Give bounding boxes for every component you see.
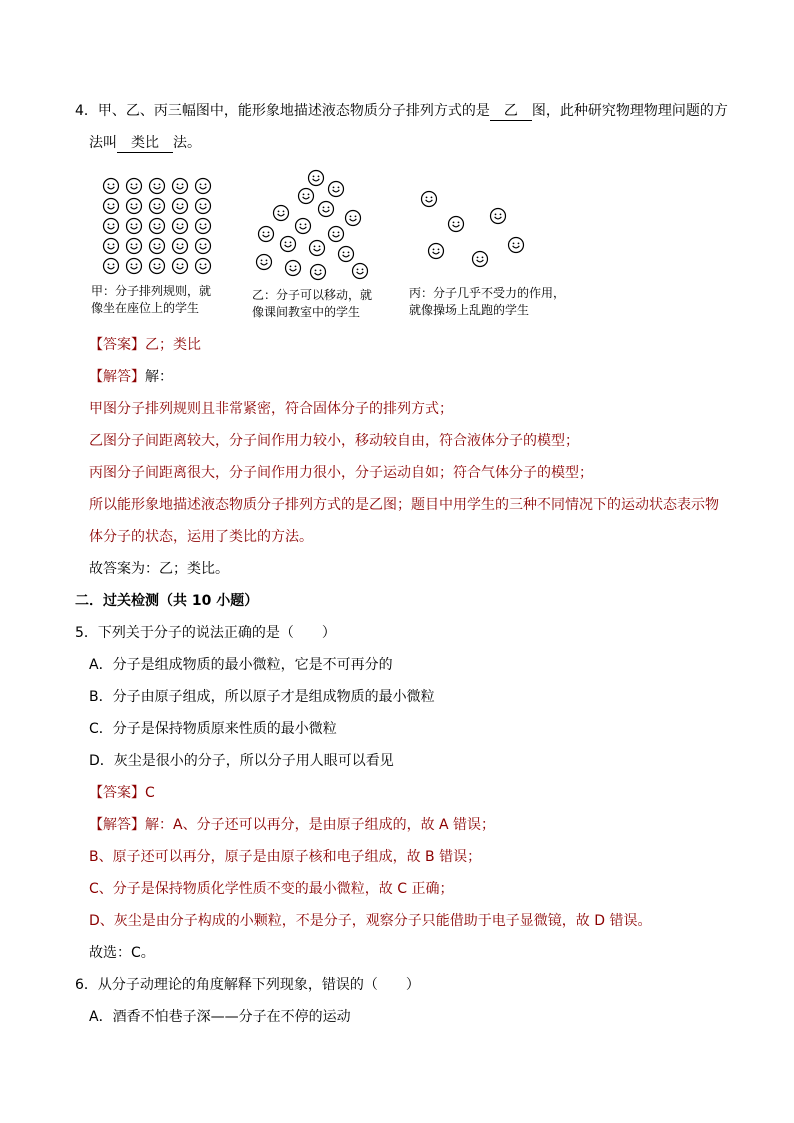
figure-c-caption-1: 丙：分子几乎不受力的作用， [409, 286, 566, 300]
molecule-smiley-icon [329, 182, 344, 197]
molecule-smiley-icon [346, 211, 361, 226]
molecule-smiley-icon [150, 259, 165, 274]
molecule-smiley-icon [473, 252, 488, 267]
q4-analysis-line: 乙图分子间距离较大，分子间作用力较小，移动较自由，符合液体分子的模型； [89, 433, 579, 449]
q5-option-a: A．分子是组成物质的最小微粒，它是不可再分的 [89, 657, 393, 673]
q4-analysis-line: 体分子的状态，运用了类比的方法。 [89, 529, 313, 545]
molecule-smiley-icon [296, 219, 311, 234]
molecule-smiley-icon [104, 239, 119, 254]
q4-text: 甲、乙、丙三幅图中，能形象地描述液态物质分子排列方式的是 [97, 103, 490, 119]
figure-gas-arrangement [422, 192, 524, 267]
molecule-smiley-icon [196, 259, 211, 274]
molecule-smiley-icon [286, 261, 301, 276]
molecule-smiley-icon [429, 244, 444, 259]
figure-b-caption-1: 乙：分子可以移动，就 [252, 288, 373, 302]
q5-option-c: C．分子是保持物质原来性质的最小微粒 [89, 721, 337, 737]
q4-analysis-line: 丙图分子间距离很大，分子间作用力很小，分子运动自如；符合气体分子的模型； [89, 465, 593, 481]
figure-b-caption-2: 像课间教室中的学生 [252, 305, 361, 319]
q4-analysis-heading [89, 367, 173, 387]
molecule-smiley-icon [173, 219, 188, 234]
analysis-first-line: 解：A、分子还可以再分，是由原子组成的，故 A 错误； [145, 817, 496, 833]
section-title: 二．过关检测（共 10 小题） [75, 593, 259, 609]
q4-line2-before: 法叫 [89, 135, 117, 151]
q4-conclusion: 故答案为：乙；类比。 [89, 561, 229, 577]
q4-blank-2: 类比 [117, 135, 173, 153]
molecule-smiley-icon [310, 241, 325, 256]
molecule-smiley-icon [104, 199, 119, 214]
q4-text-mid: 图，此种研究物理物理问题的方 [531, 103, 728, 119]
molecule-figures [0, 0, 794, 300]
molecule-smiley-icon [449, 217, 464, 232]
q6-option-a: A．酒香不怕巷子深——分子在不停的运动 [89, 1009, 351, 1025]
molecule-smiley-icon [127, 219, 142, 234]
molecule-smiley-icon [127, 239, 142, 254]
q6-stem: 6．从分子动理论的角度解释下列现象，错误的（ ） [75, 977, 420, 993]
molecule-smiley-icon [329, 227, 344, 242]
q5-answer [89, 783, 155, 803]
molecule-smiley-icon [319, 202, 334, 217]
molecule-smiley-icon [196, 199, 211, 214]
figure-c-caption-2: 就像操场上乱跑的学生 [409, 303, 530, 317]
figure-a-caption-2: 像坐在座位上的学生 [91, 301, 200, 315]
answer-value: 乙；类比 [145, 337, 201, 353]
figure-liquid-arrangement [257, 171, 368, 280]
molecule-smiley-icon [127, 199, 142, 214]
molecule-smiley-icon [196, 179, 211, 194]
q4-analysis-line: 所以能形象地描述液态物质分子排列方式的是乙图；题目中用学生的三种不同情况下的运动状态表示物 [89, 497, 719, 513]
molecule-smiley-icon [311, 265, 326, 280]
molecule-smiley-icon [309, 171, 324, 186]
molecule-smiley-icon [173, 259, 188, 274]
analysis-label: 【解答】 [89, 369, 145, 385]
molecule-smiley-icon [104, 179, 119, 194]
molecule-smiley-icon [196, 239, 211, 254]
analysis-intro: 解： [145, 369, 173, 385]
molecule-smiley-icon [150, 219, 165, 234]
molecule-smiley-icon [339, 247, 354, 262]
answer-label: 【答案】 [89, 337, 145, 353]
analysis-label: 【解答】 [89, 817, 145, 833]
q4-line2-after: 法。 [173, 135, 201, 151]
molecule-smiley-icon [173, 239, 188, 254]
q5-option-b: B．分子由原子组成，所以原子才是组成物质的最小微粒 [89, 689, 435, 705]
molecule-smiley-icon [353, 264, 368, 279]
molecule-smiley-icon [422, 192, 437, 207]
figure-a-caption-1: 甲：分子排列规则，就 [91, 284, 212, 298]
molecule-smiley-icon [150, 239, 165, 254]
answer-label: 【答案】 [89, 785, 145, 801]
q4-blank-1: 乙 [490, 103, 532, 121]
q5-conclusion: 故选：C。 [89, 945, 155, 961]
q4-answer [89, 335, 201, 355]
molecule-smiley-icon [104, 259, 119, 274]
q5-analysis-line: B、原子还可以再分，原子是由原子核和电子组成，故 B 错误； [89, 849, 482, 865]
q5-analysis-line: D、灰尘是由分子构成的小颗粒，不是分子，观察分子只能借助于电子显微镜，故 D 错误。 [89, 913, 652, 929]
molecule-smiley-icon [173, 199, 188, 214]
molecule-smiley-icon [150, 179, 165, 194]
figure-solid-arrangement [104, 179, 211, 274]
molecule-smiley-icon [196, 219, 211, 234]
molecule-smiley-icon [274, 206, 289, 221]
answer-value: C [145, 785, 155, 801]
molecule-smiley-icon [104, 219, 119, 234]
molecule-smiley-icon [491, 209, 506, 224]
q4-number: 4． [75, 103, 98, 119]
molecule-smiley-icon [281, 237, 296, 252]
molecule-smiley-icon [509, 238, 524, 253]
molecule-smiley-icon [257, 255, 272, 270]
q5-analysis-line: C、分子是保持物质化学性质不变的最小微粒，故 C 正确； [89, 881, 454, 897]
q5-analysis-first [89, 815, 495, 835]
molecule-smiley-icon [127, 179, 142, 194]
molecule-smiley-icon [173, 179, 188, 194]
molecule-smiley-icon [259, 227, 274, 242]
q4-analysis-line: 甲图分子排列规则且非常紧密，符合固体分子的排列方式； [89, 401, 453, 417]
q5-stem: 5．下列关于分子的说法正确的是（ ） [75, 625, 336, 641]
molecule-smiley-icon [150, 199, 165, 214]
molecule-smiley-icon [299, 189, 314, 204]
q5-option-d: D．灰尘是很小的分子，所以分子用人眼可以看见 [89, 753, 394, 769]
molecule-smiley-icon [127, 259, 142, 274]
